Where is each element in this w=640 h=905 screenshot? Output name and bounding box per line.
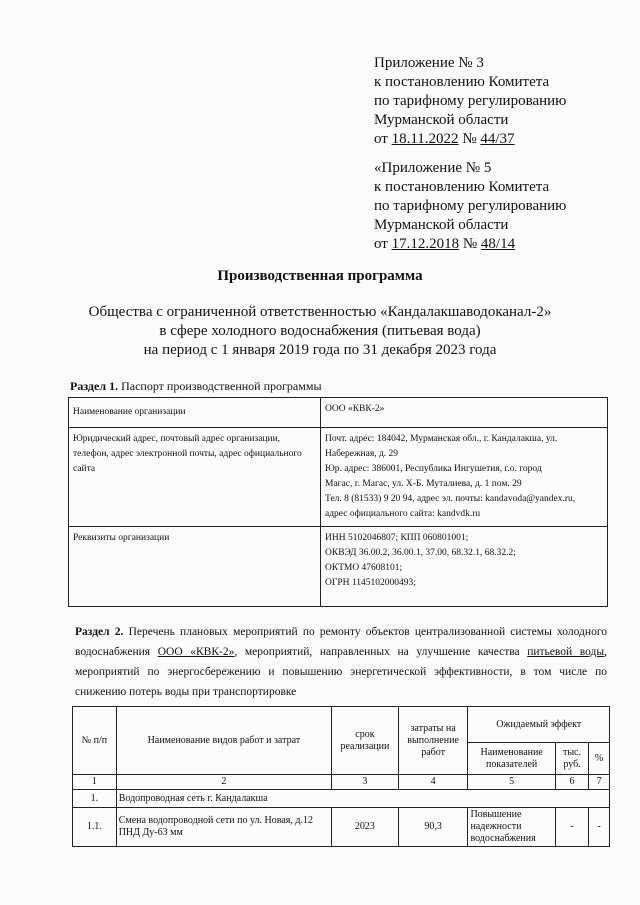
document-subtitle (0, 303, 640, 360)
appendix-3-date: 18.11.2022 (391, 131, 459, 147)
address-line5: Тел. 8 (81533) 9 20 94, адрес эл. почты: kandavoda@yandex.ru, (325, 494, 576, 504)
address-line1: Почт. адрес: 184042, Мурманская обл., г. Кандалакша, ул. (325, 434, 558, 444)
section-2-paragraph (75, 622, 607, 702)
item-percent: - (589, 808, 610, 847)
plan-header-thousand: тыс. руб. (555, 743, 588, 775)
appendix-5-line4: Мурманской области (374, 217, 509, 233)
requisites-line1: ИНН 5102046807; КПП 060801001; (325, 533, 469, 543)
subtitle-line1: Общества с ограниченной ответственностью «Кандалакшаводоканал-2» (88, 304, 552, 320)
appendix-3-date-line (374, 130, 566, 149)
plan-header-effect: Ожидаемый эффект (468, 707, 610, 743)
appendix-5-num-prefix: № (459, 236, 481, 252)
address-line3: Юр. адрес: 386001, Республика Ингушетия, г.о. город (325, 464, 542, 474)
section-2-org: ООО «КВК-2» (157, 646, 235, 658)
item-name: Смена водопроводной сети по ул. Новая, д.12 ПНД Ду-63 мм (116, 808, 331, 847)
group-num: 1. (73, 790, 117, 808)
item-thousand: - (555, 808, 588, 847)
passport-row-requisites (69, 527, 608, 607)
passport-requisites-label: Реквизиты организации (69, 527, 321, 607)
col-num-4: 4 (398, 775, 468, 790)
passport-table (68, 397, 608, 607)
passport-name-value: ООО «КВК-2» (321, 398, 608, 428)
appendix-5-date: 17.12.2018 (391, 236, 460, 252)
requisites-line3: ОКТМО 47608101; (325, 563, 403, 573)
plan-number-row (73, 775, 610, 790)
col-num-5: 5 (468, 775, 555, 790)
appendix-3-header (374, 54, 566, 149)
appendix-5-line3: по тарифному регулированию (374, 198, 567, 214)
appendix-3-line1: Приложение № 3 (374, 55, 484, 71)
appendix-3-num-prefix: № (458, 131, 481, 147)
section-2-text3: , мероприятий по энергосбережению и повышению энергетической эффективности, в том числе по снижению потерь воды при транспортировке (75, 646, 607, 698)
col-num-3: 3 (332, 775, 399, 790)
passport-requisites-value (321, 527, 608, 607)
plan-table (72, 706, 610, 847)
passport-row-address (69, 428, 608, 527)
appendix-5-header (374, 159, 566, 254)
section-1-heading (70, 379, 322, 394)
col-num-7: 7 (589, 775, 610, 790)
plan-header-indicators: Наименование показателей (468, 743, 555, 775)
plan-header-percent: % (589, 743, 610, 775)
appendix-3-date-prefix: от (374, 131, 392, 147)
col-num-1: 1 (73, 775, 117, 790)
plan-header-num: № п/п (73, 707, 117, 775)
appendix-5-date-line (374, 235, 566, 254)
section-1-label: Раздел 1. (70, 379, 119, 393)
appendix-5-date-prefix: от (374, 236, 392, 252)
section-2-text2: , мероприятий, направленных на улучшение качества (234, 646, 528, 658)
passport-address-value (321, 428, 608, 527)
passport-address-label: Юридический адрес, почтовый адрес организации, телефон, адрес электронной почты, адрес официального сайта (69, 428, 321, 527)
subtitle-line2: в сфере холодного водоснабжения (питьевая вода) (159, 323, 481, 339)
appendix-3-number: 44/37 (480, 131, 515, 147)
item-num: 1.1. (73, 808, 117, 847)
item-cost: 90,3 (398, 808, 468, 847)
plan-header-cost: затраты на выполнение работ (398, 707, 468, 775)
section-2-label: Раздел 2. (75, 626, 124, 638)
plan-header-name: Наименование видов работ и затрат (116, 707, 331, 775)
document-title: Производственная программа (217, 268, 423, 284)
passport-row-name (69, 398, 608, 428)
col-num-2: 2 (116, 775, 331, 790)
appendix-3-line3: по тарифному регулированию (374, 93, 567, 109)
address-line4: Магас, г. Магас, ул. Х-Б. Муталиева, д. 1 пом. 29 (325, 479, 522, 489)
item-indicator: Повышение надежности водоснабжения (468, 808, 555, 847)
address-line6: адрес официального сайта: kandvdk.ru (325, 509, 481, 519)
section-2-text1: Перечень плановых мероприятий по ремонту объектов централизованной системы холодного водоснабжения (75, 626, 607, 658)
appendix-3-line2: к постановлению Комитета (374, 74, 550, 90)
section-2-water: питьевой воды (527, 646, 605, 658)
plan-item-row (73, 808, 610, 847)
item-term: 2023 (332, 808, 399, 847)
appendix-5-line1: «Приложение № 5 (374, 160, 492, 176)
plan-header-row (73, 707, 610, 743)
col-num-6: 6 (555, 775, 588, 790)
requisites-line2: ОКВЭД 36.00.2, 36.00.1, 37.00, 68.32.1, 68.32.2; (325, 548, 516, 558)
group-name: Водопроводная сеть г. Кандалакша (116, 790, 609, 808)
appendix-5-number: 48/14 (480, 236, 516, 252)
appendix-5-line2: к постановлению Комитета (374, 179, 550, 195)
section-1-text: Паспорт производственной программы (118, 379, 322, 393)
address-line2: Набережная, д. 29 (325, 449, 399, 459)
requisites-line4: ОГРН 1145102000493; (325, 578, 416, 588)
subtitle-line3: на период с 1 января 2019 года по 31 декабря 2023 года (143, 342, 497, 358)
passport-name-label: Наименование организации (69, 398, 321, 428)
plan-header-term: срок реализации (332, 707, 399, 775)
appendix-3-line4: Мурманской области (374, 112, 509, 128)
plan-group-row (73, 790, 610, 808)
